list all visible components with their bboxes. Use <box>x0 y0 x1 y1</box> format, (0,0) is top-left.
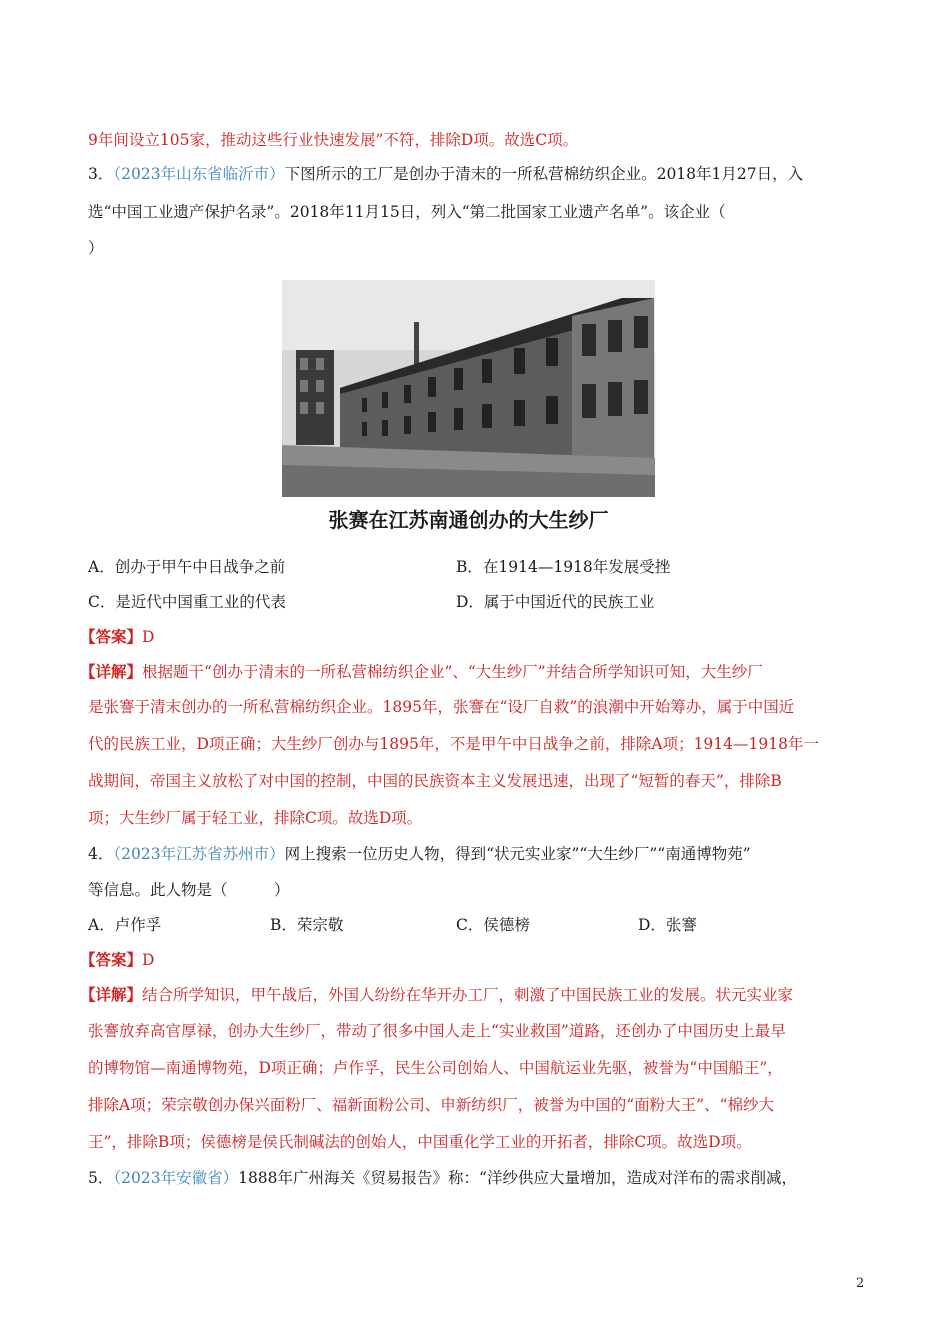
q3-explanation-line-5: 项；大生纱厂属于轻工业，排除C项。故选D项。 <box>88 809 423 827</box>
q4-option-c: C．侯德榜 <box>456 916 530 934</box>
factory-photo <box>282 280 655 497</box>
question-3-line-3: ） <box>88 239 104 257</box>
photo-caption: 张赛在江苏南通创办的大生纱厂 <box>328 508 609 532</box>
q3-option-a: A．创办于甲午中日战争之前 <box>88 558 286 576</box>
q3-explanation-line-2: 是张謇于清末创办的一所私营棉纺织企业。1895年，张謇在“设厂自救”的浪潮中开始筹办，属于中国近 <box>88 698 795 716</box>
question-text: 1888年广州海关《贸易报告》称：“洋纱供应大量增加，造成对洋布的需求削减， <box>238 1169 797 1187</box>
q3-option-b: B．在1914—1918年发展受挫 <box>456 558 671 576</box>
q4-explanation-line-5: 王”，排除B项；侯德榜是侯氏制碱法的创始人，中国重化学工业的开拓者，排除C项。故选D项。 <box>88 1133 752 1151</box>
answer-value: D <box>142 628 155 646</box>
page-number: 2 <box>856 1276 865 1291</box>
question-text: 下图所示的工厂是创办于清末的一所私营棉纺织企业。2018年1月27日，入 <box>284 165 804 183</box>
question-number: 4． <box>88 845 114 863</box>
explanation-text: 结合所学知识，甲午战后，外国人纷纷在华开办工厂，刺激了中国民族工业的发展。状元实业家 <box>142 986 794 1004</box>
q3-answer <box>80 627 154 647</box>
explanation-text: 根据题干“创办于清末的一所私营棉纺织企业”、“大生纱厂”并结合所学知识可知，大生纱厂 <box>142 663 763 681</box>
question-number: 5． <box>88 1169 114 1187</box>
question-3-line-2: 选“中国工业遗产保护名录”。2018年11月15日，列入“第二批国家工业遗产名单”。该企业（ <box>88 203 726 221</box>
q4-answer <box>80 950 154 970</box>
explanation-label: 【详解】 <box>80 662 143 681</box>
answer-value: D <box>142 951 155 969</box>
q3-explanation-line-3: 代的民族工业，D项正确；大生纱厂创办与1895年，不是甲午中日战争之前，排除A项；1914—1918年一 <box>88 735 819 753</box>
q3-explanation-line-1 <box>80 662 763 682</box>
question-number: 3． <box>88 165 114 183</box>
q4-explanation-line-4: 排除A项；荣宗敬创办保兴面粉厂、福新面粉公司、申新纺织厂，被誉为中国的“面粉大王”、“棉纱大 <box>88 1096 774 1114</box>
carryover-explanation-line: 9年间设立105家，推动这些行业快速发展”不符，排除D项。故选C项。 <box>88 131 579 149</box>
q4-option-a: A．卢作孚 <box>88 916 162 934</box>
q4-explanation-line-1 <box>80 985 793 1005</box>
question-source: （2023年安徽省） <box>113 1169 239 1187</box>
question-4-line-1 <box>88 844 751 864</box>
question-source: （2023年江苏省苏州市） <box>113 845 285 863</box>
q3-option-c: C．是近代中国重工业的代表 <box>88 593 286 611</box>
q3-explanation-line-4: 战期间，帝国主义放松了对中国的控制，中国的民族资本主义发展迅速，出现了“短暂的春天”，排除B <box>88 772 782 790</box>
answer-label: 【答案】 <box>80 950 143 969</box>
answer-label: 【答案】 <box>80 627 143 646</box>
question-source: （2023年山东省临沂市） <box>113 165 285 183</box>
factory-photo-illustration <box>282 280 655 497</box>
question-5-line-1 <box>88 1168 797 1188</box>
q3-option-d: D．属于中国近代的民族工业 <box>456 593 655 611</box>
question-3-line-1 <box>88 164 803 184</box>
explanation-label: 【详解】 <box>80 985 143 1004</box>
q4-option-b: B．荣宗敬 <box>270 916 344 934</box>
question-4-line-2: 等信息。此人物是（ ） <box>88 881 290 899</box>
q4-explanation-line-3: 的博物馆—南通博物苑，D项正确；卢作孚，民生公司创始人、中国航运业先驱，被誉为“中国船王”， <box>88 1059 783 1077</box>
question-text: 网上搜索一位历史人物，得到“状元实业家”“大生纱厂”“南通博物苑” <box>284 845 751 863</box>
q4-option-d: D．张謇 <box>638 916 697 934</box>
q4-explanation-line-2: 张謇放弃高官厚禄，创办大生纱厂，带动了很多中国人走上“实业救国”道路，还创办了中国历史上最早 <box>88 1022 786 1040</box>
